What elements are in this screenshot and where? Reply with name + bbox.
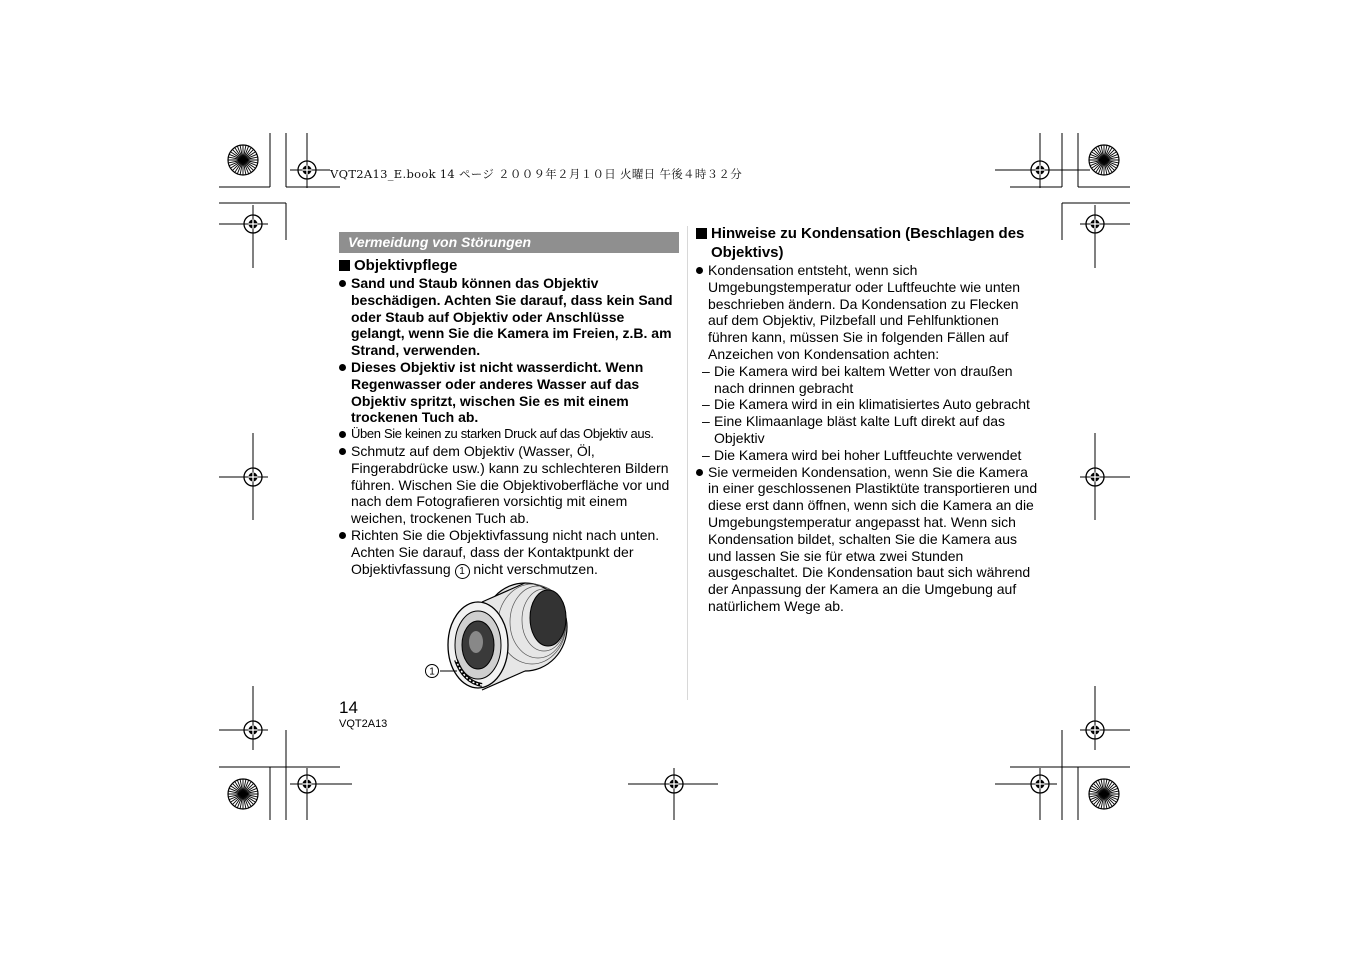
lens-illustration xyxy=(420,582,580,700)
figure-callout-number: 1 xyxy=(429,666,435,678)
dash-item: – Die Kamera wird bei kaltem Wetter von draußen nach drinnen gebracht xyxy=(696,363,1038,397)
dash-item: – Die Kamera wird in ein klimatisiertes Auto gebracht xyxy=(696,396,1038,413)
left-bullet-list xyxy=(339,275,679,579)
left-heading-text: Objektivpflege xyxy=(354,257,458,274)
right-heading-text: Hinweise zu Kondensation (Beschlagen des Objektivs) xyxy=(711,225,1025,261)
document-code: VQT2A13 xyxy=(339,718,388,730)
callout-number-inline: 1 xyxy=(455,564,470,579)
dash-list xyxy=(696,363,1038,464)
square-bullet-icon xyxy=(696,228,707,239)
right-bullet-list-2 xyxy=(696,464,1038,615)
list-item: Üben Sie keinen zu starken Druck auf das Objektiv aus. xyxy=(339,426,679,443)
dash-item: – Die Kamera wird bei hoher Luftfeuchte verwendet xyxy=(696,447,1038,464)
bullet-text-before: Richten Sie die Objektivfassung nicht nach unten. Achten Sie darauf, dass der Kontaktpunkt der Objektivfassung xyxy=(351,526,660,577)
square-bullet-icon xyxy=(339,260,350,271)
list-item: Dieses Objektiv ist nicht wasserdicht. Wenn Regenwasser oder anderes Wasser auf das Objektiv spritzt, wischen Sie es mit einem trockenen Tuch ab. xyxy=(339,359,679,426)
left-column xyxy=(339,256,679,579)
page-number: 14 xyxy=(339,698,358,717)
dash-item: – Eine Klimaanlage bläst kalte Luft direkt auf das Objektiv xyxy=(696,413,1038,447)
list-item: Sand und Staub können das Objektiv beschädigen. Achten Sie darauf, dass kein Sand oder Staub auf Objektiv oder Anschlüsse gelangt, wenn Sie die Kamera im Freien, z.B. am Strand, verwenden. xyxy=(339,275,679,359)
right-heading xyxy=(696,224,1038,262)
list-item-lens-mount xyxy=(339,527,679,579)
bullet-text-after: nicht verschmutzen. xyxy=(469,560,598,577)
column-divider xyxy=(687,226,688,700)
section-title: Vermeidung von Störungen xyxy=(339,232,679,253)
list-item: Schmutz auf dem Objektiv (Wasser, Öl, Fingerabdrücke usw.) kann zu schlechteren Bildern führen. Wischen Sie die Objektivoberfläche vor und nach dem Fotografieren vorsichtig mit einem weichen, trockenen Tuch ab. xyxy=(339,443,679,527)
list-item xyxy=(696,262,1038,363)
right-column xyxy=(696,224,1038,615)
print-header: VQT2A13_E.book 14 ページ ２００９年２月１０日 火曜日 午後４時３２分 xyxy=(330,167,743,181)
left-heading xyxy=(339,256,679,275)
list-item: Sie vermeiden Kondensation, wenn Sie die Kamera in einer geschlossenen Plastiktüte transportieren und diese erst dann öffnen, wenn sich die Kamera an die Umgebungstemperatur angepasst hat. Wenn sich Kondensation bildet, schalten Sie die Kamera aus und lassen Sie sie für etwa zwei Stunden ausgeschaltet. Die Kondensation baut sich während der Anpassung der Kamera an die Umgebung auf natürlichem Wege ab. xyxy=(696,464,1038,615)
right-bullet-list xyxy=(696,262,1038,363)
bullet-text: Kondensation entsteht, wenn sich Umgebungstemperatur oder Luftfeuchte wie unten beschrieben ändern. Da Kondensation zu Flecken auf dem Objektiv, Pilzbefall und Fehlfunktionen führen kann, müssen Sie in folgenden Fällen auf Anzeichen von Kondensation achten: xyxy=(708,262,1021,362)
